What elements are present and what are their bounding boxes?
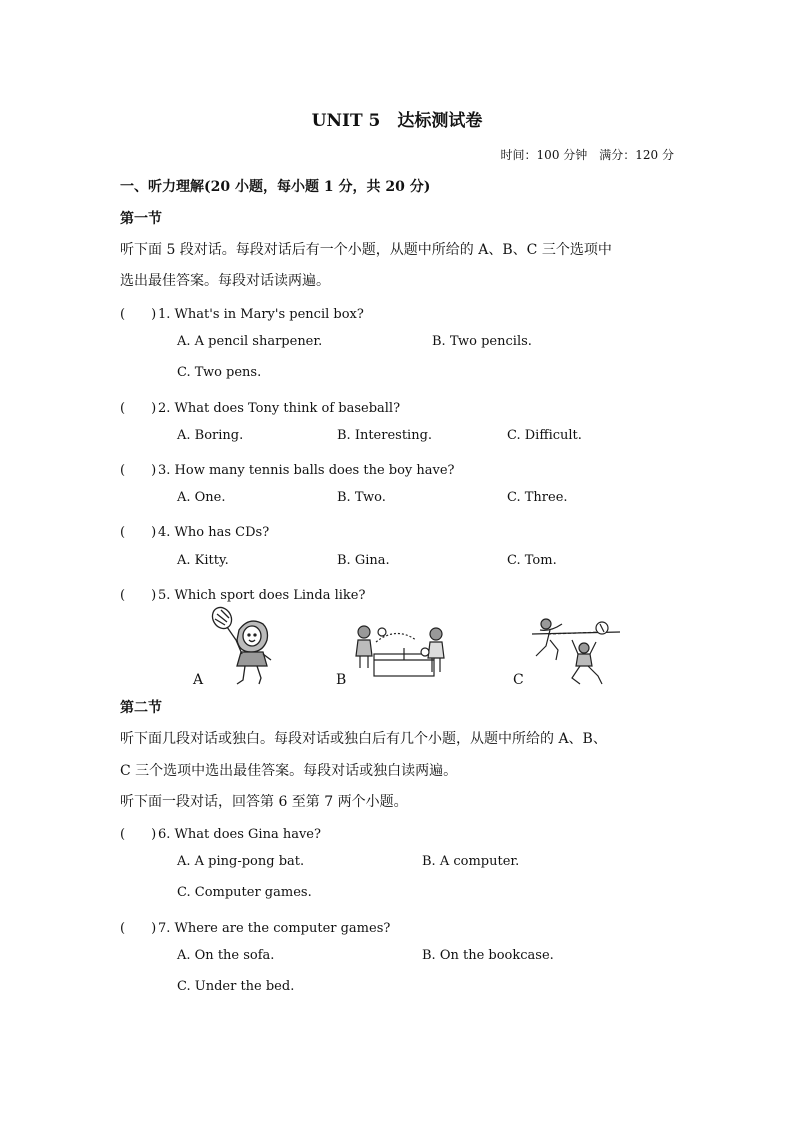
question-4 <box>120 521 269 540</box>
question-text: 6. What does Gina have? <box>158 827 321 842</box>
option-b: B. A computer. <box>422 854 520 869</box>
picture-label-c: C <box>513 672 524 688</box>
picture-label-b: B <box>336 672 347 688</box>
option-a: A. A pencil sharpener. <box>177 334 323 349</box>
section1-instruction-line1: 听下面 5 段对话。每段对话后有一个小题，从题中所给的 A、B、C 三个选项中 <box>120 242 612 258</box>
option-c: C. Computer games. <box>177 885 312 900</box>
option-a: A. One. <box>177 490 226 505</box>
answer-blank[interactable]: ( ) <box>120 401 157 416</box>
answer-blank[interactable]: ( ) <box>120 921 157 936</box>
question-text: 7. Where are the computer games? <box>158 921 391 936</box>
picture-label-a: A <box>193 672 204 688</box>
option-c: C. Under the bed. <box>177 979 295 994</box>
answer-blank[interactable]: ( ) <box>120 588 157 603</box>
option-b: B. Two pencils. <box>432 334 532 349</box>
question-6 <box>120 823 321 842</box>
section2-sub-instruction: 听下面一段对话，回答第 6 至第 7 两个小题。 <box>120 794 408 810</box>
answer-blank[interactable]: ( ) <box>120 463 157 478</box>
option-a: A. On the sofa. <box>177 948 275 963</box>
option-a: A. Kitty. <box>177 553 229 568</box>
page-title: UNIT 5 达标测试卷 <box>311 111 483 131</box>
question-text: 4. Who has CDs? <box>158 525 270 540</box>
ping-pong-illustration <box>352 622 456 686</box>
question-3 <box>120 459 455 478</box>
question-5 <box>120 584 365 603</box>
part1-heading: 一、听力理解(20 小题，每小题 1 分，共 20 分) <box>120 179 431 195</box>
question-text: 3. How many tennis balls does the boy have? <box>158 463 455 478</box>
answer-blank[interactable]: ( ) <box>120 525 157 540</box>
option-a: A. Boring. <box>177 428 244 443</box>
section1-instruction-line2: 选出最佳答案。每段对话读两遍。 <box>120 273 330 289</box>
answer-blank[interactable]: ( ) <box>120 827 157 842</box>
option-c: C. Difficult. <box>507 428 582 443</box>
question-text: 5. Which sport does Linda like? <box>158 588 366 603</box>
option-b: B. Two. <box>337 490 386 505</box>
option-b: B. On the bookcase. <box>422 948 554 963</box>
section2-title: 第二节 <box>120 700 162 716</box>
question-1 <box>120 303 364 322</box>
question-2 <box>120 397 400 416</box>
section2-instruction-line1: 听下面几段对话或独白。每段对话或独白后有几个小题，从题中所给的 A、B、 <box>120 731 607 747</box>
question-text: 1. What's in Mary's pencil box? <box>158 307 364 322</box>
option-c: C. Two pens. <box>177 365 262 380</box>
option-c: C. Tom. <box>507 553 557 568</box>
question-text: 2. What does Tony think of baseball? <box>158 401 401 416</box>
option-c: C. Three. <box>507 490 568 505</box>
section2-instruction-line2: C 三个选项中选出最佳答案。每段对话或独白读两遍。 <box>120 763 458 779</box>
question-7 <box>120 917 390 936</box>
answer-blank[interactable]: ( ) <box>120 307 157 322</box>
section1-title: 第一节 <box>120 211 162 227</box>
option-a: A. A ping-pong bat. <box>177 854 305 869</box>
exam-meta: 时间：100 分钟 满分：120 分 <box>500 148 674 162</box>
option-b: B. Gina. <box>337 553 390 568</box>
volleyball-illustration <box>528 610 624 686</box>
option-b: B. Interesting. <box>337 428 433 443</box>
tennis-player-illustration <box>205 604 285 688</box>
